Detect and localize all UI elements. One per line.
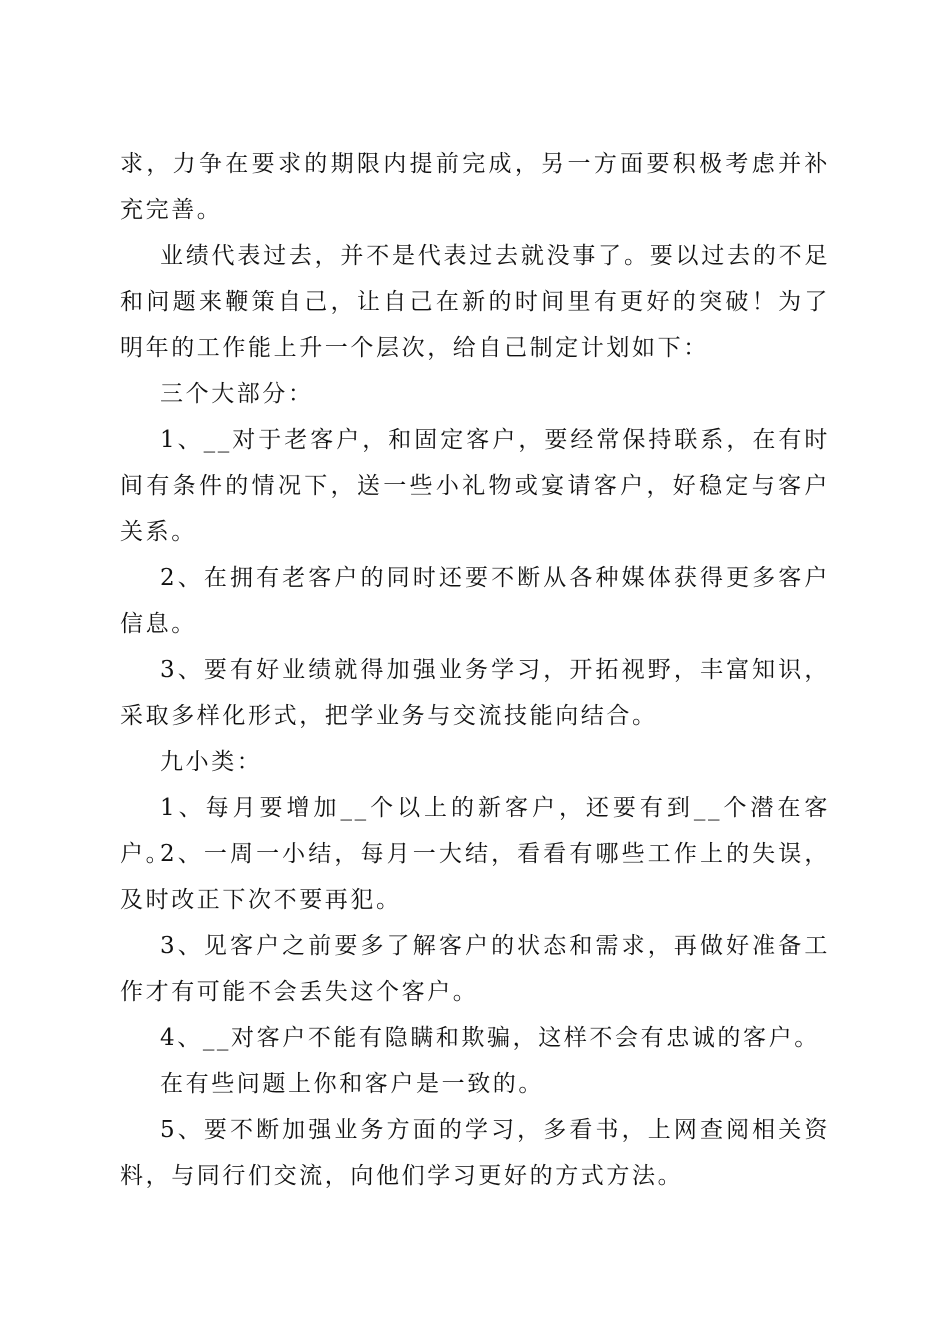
list-item-category-4: 4、__对客户不能有隐瞒和欺骗，这样不会有忠诚的客户。 [160,1025,820,1051]
list-item-part-3: 3、要有好业绩就得加强业务学习，开拓视野，丰富知识，采取多样化形式，把学业务与交流技能向结合。 [120,657,830,729]
list-item-category-5: 5、要不断加强业务方面的学习，多看书，上网查阅相关资料，与同行们交流，向他们学习更好的方式方法。 [120,1117,830,1189]
paragraph-continuation: 求，力争在要求的期限内提前完成，另一方面要积极考虑并补充完善。 [120,151,830,223]
list-item-category-2: 2、一周一小结，每月一大结，看看有哪些工作上的失误，及时改正下次不要再犯。 [120,841,830,913]
heading-nine-categories: 九小类： [160,749,263,775]
heading-three-parts: 三个大部分： [160,381,314,407]
paragraph-consistent: 在有些问题上你和客户是一致的。 [160,1071,544,1097]
paragraph-performance: 业绩代表过去，并不是代表过去就没事了。要以过去的不足和问题来鞭策自己，让自己在新的时间里有更好的突破！为了明年的工作能上升一个层次，给自己制定计划如下： [120,243,830,361]
list-item-part-2: 2、在拥有老客户的同时还要不断从各种媒体获得更多客户信息。 [120,565,830,637]
list-item-category-1: 1、每月要增加__个以上的新客户，还要有到__个潜在客户。 [120,795,830,867]
list-item-category-3: 3、见客户之前要多了解客户的状态和需求，再做好准备工作才有可能不会丢失这个客户。 [120,933,830,1005]
list-item-part-1: 1、__对于老客户，和固定客户，要经常保持联系，在有时间有条件的情况下，送一些小礼物或宴请客户，好稳定与客户关系。 [120,427,830,545]
